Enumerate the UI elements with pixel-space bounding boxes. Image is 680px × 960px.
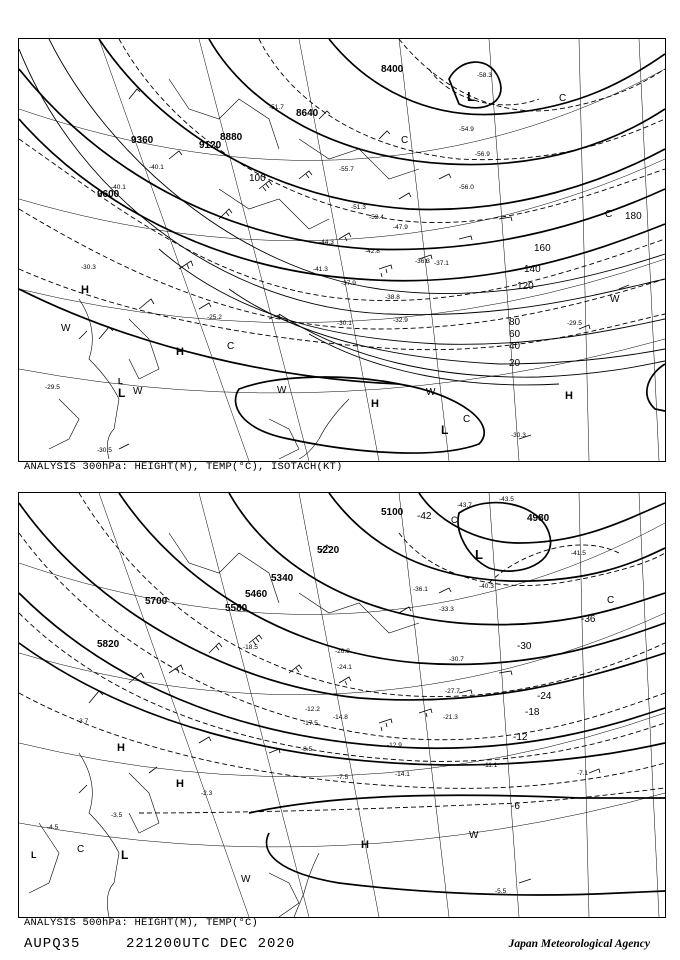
temp-readout: -3.5 — [111, 812, 123, 819]
temp-readout: -54.9 — [459, 126, 474, 133]
cold-marker: C — [227, 341, 235, 352]
isotach-label: 60 — [509, 329, 521, 340]
isotach-label: 180 — [625, 211, 642, 222]
temp-readout: -30.7 — [449, 656, 464, 663]
map-300hpa-svg — [19, 39, 665, 461]
temp-readout: -56.9 — [475, 151, 490, 158]
temp-readout: -30.3 — [81, 264, 96, 271]
temp-readout: -21.3 — [443, 714, 458, 721]
cold-marker: C — [77, 844, 85, 855]
temp-readout: -5.5 — [495, 888, 507, 895]
temp-readout: -44.3 — [319, 239, 334, 246]
isotherm-label: -36 — [581, 614, 596, 625]
temp-readout: -36.3 — [415, 258, 430, 265]
temp-readout: -40.3 — [479, 583, 494, 590]
warm-marker: W — [610, 294, 620, 305]
temp-readout: -33.3 — [439, 606, 454, 613]
isotherm-label: -24 — [537, 691, 552, 702]
temp-readout: -29.5 — [45, 384, 60, 391]
high-pressure-center: H — [565, 390, 573, 402]
warm-marker: W — [133, 386, 143, 397]
temp-readout: -14.8 — [333, 714, 348, 721]
map-panel-500hpa — [18, 492, 666, 918]
temp-readout: -30.3 — [511, 432, 526, 439]
temp-readout: -43.7 — [457, 502, 472, 509]
isotach-label: 80 — [509, 317, 521, 328]
temp-readout: -58.3 — [477, 72, 492, 79]
temp-readout: -27.7 — [445, 688, 460, 695]
temp-readout: -30.5 — [97, 447, 112, 454]
temp-readout: -41.3 — [313, 266, 328, 273]
isotach-label: 160 — [534, 243, 551, 254]
map-500hpa-svg — [19, 493, 665, 917]
temp-readout: -37.1 — [434, 260, 449, 267]
isotherm-label: -18 — [525, 707, 540, 718]
warm-marker: W — [277, 385, 287, 396]
height-label: 5460 — [245, 589, 268, 600]
temp-readout: -38.8 — [385, 294, 400, 301]
temp-readout: -11.1 — [483, 762, 498, 769]
chart-id: AUPQ35 — [24, 936, 81, 952]
temp-readout: -56.0 — [459, 184, 474, 191]
height-label: 5220 — [317, 545, 340, 556]
low-pressure-center: L — [121, 848, 129, 862]
low-pressure-center: L — [467, 89, 475, 104]
isotach-label: 40 — [509, 341, 521, 352]
temp-readout: -42.8 — [365, 248, 380, 255]
isotach-label: 120 — [517, 281, 534, 292]
map-panel-300hpa — [18, 38, 666, 462]
temp-readout: -32.9 — [393, 317, 408, 324]
isotherm-label: -30 — [517, 641, 532, 652]
high-pressure-center: H — [176, 346, 184, 358]
low-pressure-center: L — [31, 850, 37, 860]
temp-readout: -7.1 — [577, 770, 589, 777]
panel-500hpa-caption: ANALYSIS 500hPa: HEIGHT(M), TEMP(°C) — [24, 917, 259, 929]
temp-readout: -17.5 — [303, 720, 318, 727]
temp-readout: -55.7 — [339, 166, 354, 173]
temp-readout: -2.3 — [201, 790, 213, 797]
high-pressure-center: H — [361, 839, 369, 851]
temp-readout: -12.9 — [387, 742, 402, 749]
temp-readout: -47.9 — [393, 224, 408, 231]
temp-readout: -3.7 — [77, 718, 89, 725]
cold-marker: C — [559, 93, 567, 104]
temp-readout: -40.1 — [149, 164, 164, 171]
temp-readout: -12.2 — [305, 706, 320, 713]
temp-readout: -40.1 — [111, 184, 126, 191]
height-label: 5100 — [381, 507, 404, 518]
warm-marker: W — [61, 323, 71, 334]
height-label: 5820 — [97, 639, 120, 650]
isotach-label: 140 — [524, 264, 541, 275]
height-label: 5580 — [225, 603, 248, 614]
isotherm-label: -42 — [417, 511, 432, 522]
warm-marker: W — [469, 830, 479, 841]
temp-readout: -51.3 — [351, 204, 366, 211]
height-label: 4980 — [527, 513, 550, 524]
temp-readout: -41.5 — [571, 550, 586, 557]
high-pressure-center: H — [81, 284, 89, 296]
temp-readout: -14.1 — [395, 771, 410, 778]
cold-marker: C — [607, 595, 615, 606]
agency-credit: Japan Meteorological Agency — [508, 938, 650, 950]
isotherm-label: -12 — [513, 732, 528, 743]
height-label: 9120 — [199, 140, 222, 151]
isotachs — [19, 39, 665, 385]
cold-marker: C — [605, 209, 613, 220]
high-pressure-center: H — [176, 778, 184, 790]
height-label: 9360 — [131, 135, 154, 146]
temp-readout: -4.5 — [47, 824, 59, 831]
low-pressure-center: L — [118, 377, 123, 386]
temp-readout: -7.5 — [337, 774, 349, 781]
temp-readout: -36.1 — [413, 586, 428, 593]
temp-readout: -26.8 — [335, 648, 350, 655]
low-pressure-center: L — [118, 386, 126, 400]
temp-readout: -30.1 — [337, 320, 352, 327]
height-label: 8400 — [381, 64, 404, 75]
cold-marker: C — [401, 135, 409, 146]
warm-marker: W — [241, 874, 251, 885]
temp-readout: -37.9 — [341, 280, 356, 287]
height-label: 8880 — [220, 132, 243, 143]
height-label: 9600 — [97, 189, 120, 200]
cold-marker: C — [463, 414, 471, 425]
isotach-label: 20 — [509, 358, 521, 369]
temp-readout: -18.5 — [243, 644, 258, 651]
panel-300hpa-caption: ANALYSIS 300hPa: HEIGHT(M), TEMP(°C), ISOTACH(KT) — [24, 461, 343, 473]
high-pressure-center: H — [371, 398, 379, 410]
height-label: 8640 — [296, 108, 319, 119]
isotach-label: 100 — [249, 173, 266, 184]
warm-marker: W — [426, 387, 436, 398]
temp-readout: -8.5 — [301, 746, 313, 753]
temp-readout: -25.2 — [207, 314, 222, 321]
low-pressure-center: L — [441, 423, 449, 437]
isotherm-label: -6 — [511, 801, 520, 812]
temp-readout: -52.4 — [369, 214, 384, 221]
temp-readout: -24.1 — [337, 664, 352, 671]
cold-marker: C — [451, 515, 458, 525]
temp-readout: -43.5 — [499, 496, 514, 503]
wind-barbs — [79, 89, 629, 449]
temp-readout: -29.5 — [567, 320, 582, 327]
graticule — [19, 493, 665, 917]
low-pressure-center: L — [475, 547, 483, 562]
temp-readout: -51.7 — [269, 104, 284, 111]
height-label: 5340 — [271, 573, 294, 584]
valid-time: 221200UTC DEC 2020 — [126, 936, 296, 952]
height-contours — [19, 493, 665, 895]
high-pressure-center: H — [117, 742, 125, 754]
height-label: 5700 — [145, 596, 168, 607]
